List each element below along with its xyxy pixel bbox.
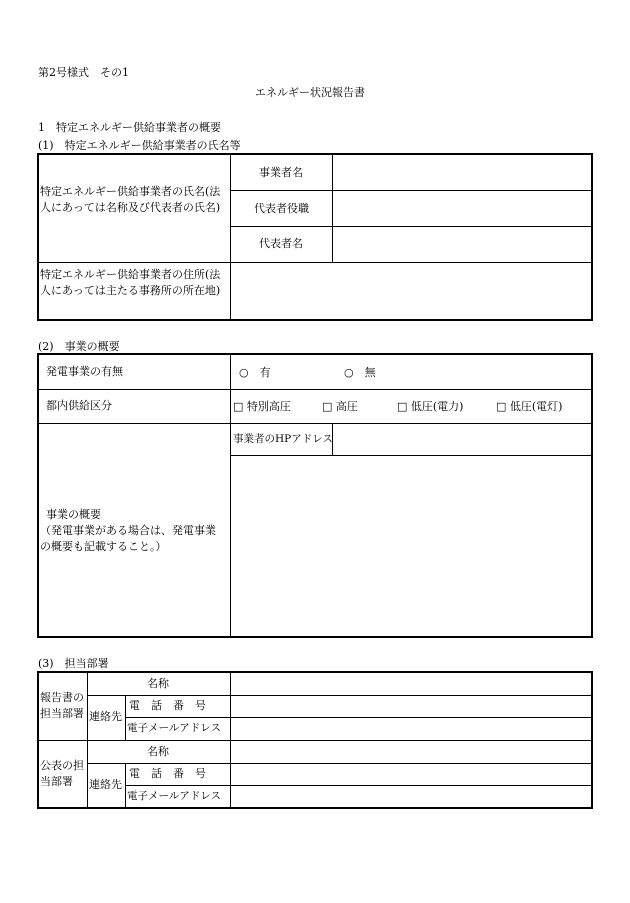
power-generation-yes-radio[interactable]: ○ 有 xyxy=(239,366,271,379)
public-department-label: 公表の担当部署 xyxy=(40,759,84,788)
report-dept-phone-field[interactable] xyxy=(231,696,591,716)
report-dept-name-field[interactable] xyxy=(231,673,591,694)
public-dept-phone-label: 電 話 番 号 xyxy=(129,767,206,780)
operator-address-label: 特定エネルギー供給事業者の住所(法人にあっては主たる事務所の所在地) xyxy=(40,268,221,297)
supply-low-voltage-power-checkbox[interactable]: □ 低圧(電力) xyxy=(397,400,464,413)
report-dept-name-label: 名称 xyxy=(147,677,169,690)
form-number: 第2号様式 その1 xyxy=(38,66,129,79)
section-1-2-heading: (2) 事業の概要 xyxy=(38,340,120,353)
representative-name-field[interactable] xyxy=(333,227,591,261)
report-dept-phone-label: 電 話 番 号 xyxy=(129,699,206,712)
report-dept-email-field[interactable] xyxy=(231,718,591,739)
power-generation-label: 発電事業の有無 xyxy=(46,365,123,378)
public-dept-email-label: 電子メールアドレス xyxy=(127,790,221,802)
public-dept-contact-label: 連絡先 xyxy=(89,778,122,791)
business-overview-title: 事業の概要 xyxy=(46,508,101,521)
report-dept-contact-label: 連絡先 xyxy=(89,710,122,723)
representative-title-field[interactable] xyxy=(333,191,591,225)
homepage-address-label: 事業者のHPアドレス xyxy=(233,433,333,445)
supply-low-voltage-light-checkbox[interactable]: □ 低圧(電灯) xyxy=(496,400,563,413)
representative-title-label: 代表者役職 xyxy=(254,202,309,215)
supply-high-voltage-checkbox[interactable]: □ 高圧 xyxy=(322,400,358,413)
business-overview-field[interactable] xyxy=(231,456,591,636)
representative-name-label: 代表者名 xyxy=(259,237,303,250)
power-generation-no-radio[interactable]: ○ 無 xyxy=(344,366,376,379)
section-1-heading: 1 特定エネルギー供給事業者の概要 xyxy=(38,121,221,134)
operator-address-field[interactable] xyxy=(231,263,591,319)
homepage-address-field[interactable] xyxy=(333,425,591,454)
document-title: エネルギー状況報告書 xyxy=(255,86,365,99)
section-1-3-heading: (3) 担当部署 xyxy=(38,657,109,670)
operator-name-label: 特定エネルギー供給事業者の氏名(法人にあっては名称及び代表者の氏名) xyxy=(40,185,221,214)
business-name-label: 事業者名 xyxy=(259,166,303,179)
report-department-label: 報告書の担当部署 xyxy=(40,691,84,720)
business-name-field[interactable] xyxy=(333,155,591,189)
report-dept-email-label: 電子メールアドレス xyxy=(127,722,221,734)
public-dept-name-label: 名称 xyxy=(147,745,169,758)
section-1-1-heading: (1) 特定エネルギー供給事業者の氏名等 xyxy=(38,139,241,152)
supply-category-label: 都内供給区分 xyxy=(46,399,112,412)
business-overview-note: （発電事業がある場合は、発電事業の概要も記載すること。） xyxy=(40,524,216,553)
public-dept-email-field[interactable] xyxy=(231,786,591,807)
supply-extra-high-voltage-checkbox[interactable]: □ 特別高圧 xyxy=(233,400,291,413)
public-dept-phone-field[interactable] xyxy=(231,764,591,784)
public-dept-name-field[interactable] xyxy=(231,741,591,762)
